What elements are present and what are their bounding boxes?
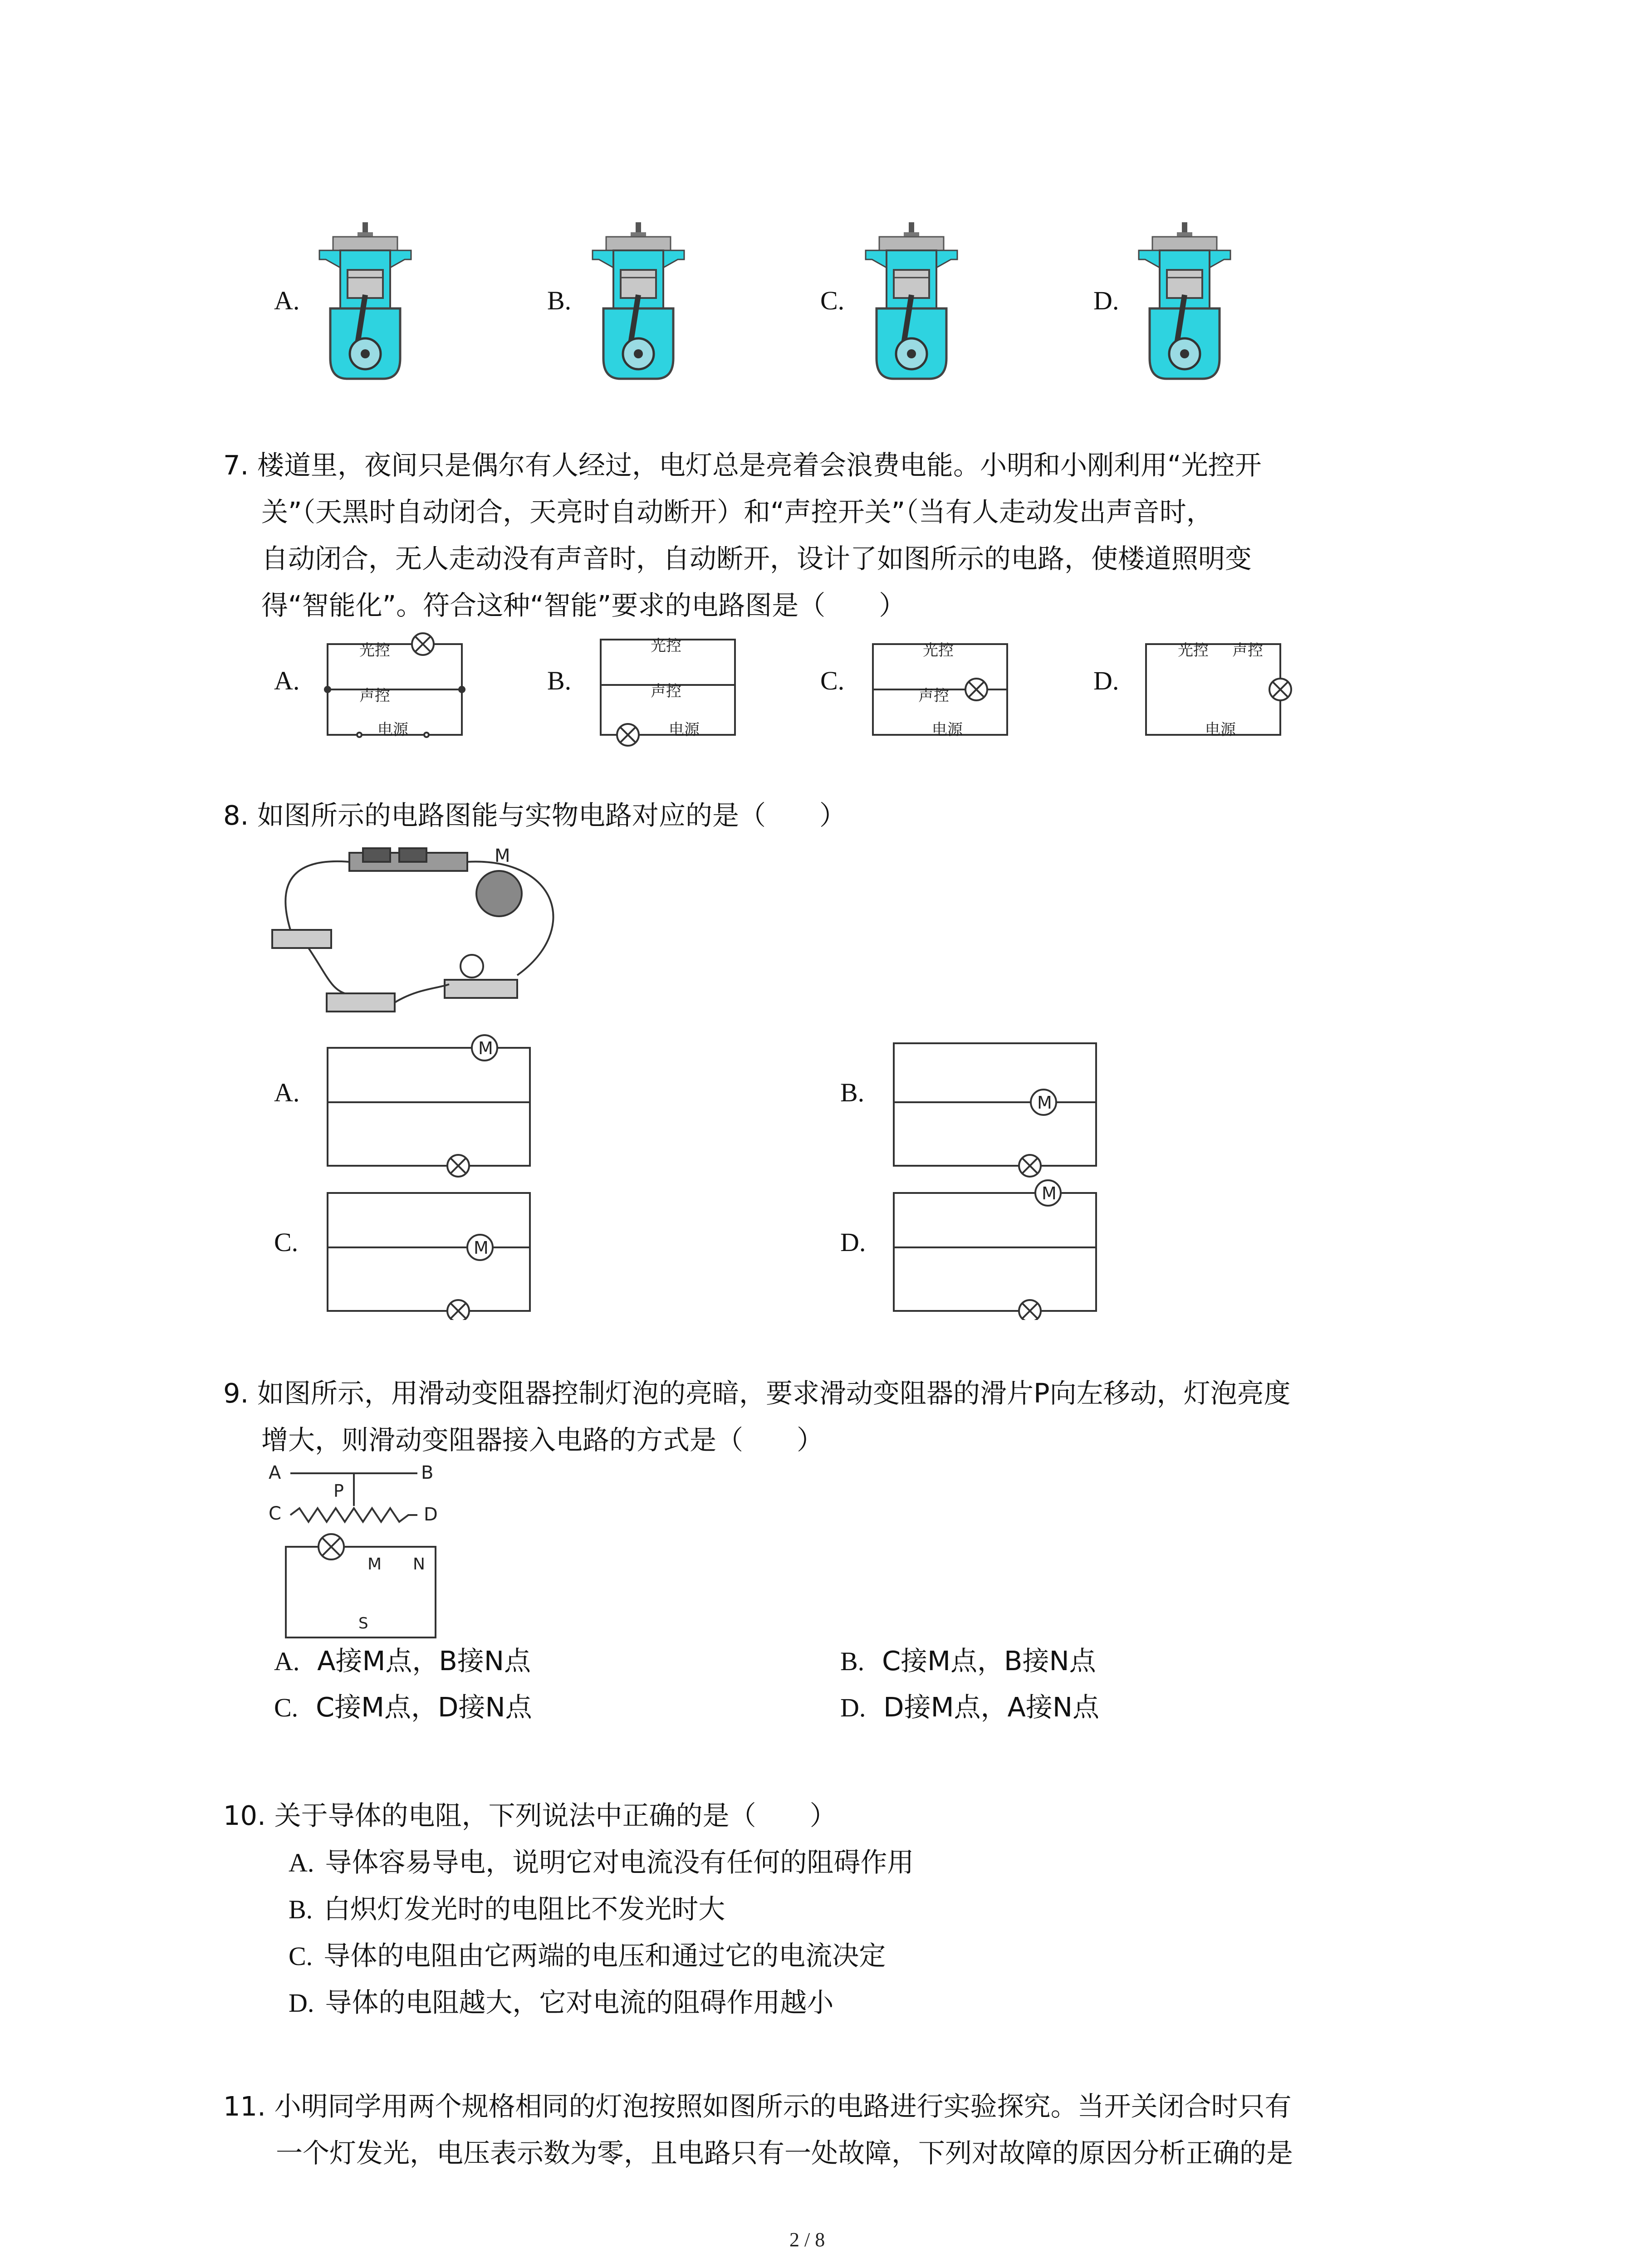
svg-text:M: M	[1042, 1183, 1057, 1203]
q6-engine-figures	[0, 0, 1641, 408]
q7-circuit-b	[601, 637, 735, 746]
q7-option-a-label: A.	[274, 666, 300, 695]
q10-choice-c: C. 导体的电阻由它两端的电压和通过它的电流决定	[289, 1940, 886, 1971]
svg-text:声控: 声控	[918, 687, 949, 705]
svg-text:光控: 光控	[1178, 641, 1209, 660]
svg-text:D: D	[424, 1504, 438, 1525]
q7-circuit-diagrams	[0, 631, 1641, 748]
q9-choice-a: A. A接M点，B接N点	[274, 1645, 531, 1677]
q7-option-d-label: D.	[1093, 666, 1119, 695]
q7-line-3: 自动闭合，无人走动没有声音时，自动断开，设计了如图所示的电路，使楼道照明变	[261, 543, 1252, 574]
q8-option-a-label: A.	[274, 1078, 300, 1107]
svg-text:B: B	[421, 1462, 434, 1483]
q9-rheostat-circuit	[263, 1461, 472, 1642]
q10-line: 10. 关于导体的电阻，下列说法中正确的是（ ）	[223, 1800, 837, 1831]
svg-text:M: M	[478, 1038, 493, 1058]
q8-circuit-b	[894, 1043, 1096, 1177]
q7-circuit-a	[325, 633, 465, 739]
svg-text:声控: 声控	[359, 687, 390, 705]
svg-text:电源: 电源	[1205, 721, 1236, 739]
q7-option-c-label: C.	[820, 666, 845, 695]
q11-line-1: 11. 小明同学用两个规格相同的灯泡按照如图所示的电路进行实验探究。当开关闭合时只有	[223, 2091, 1292, 2122]
svg-text:M: M	[1037, 1093, 1052, 1113]
svg-text:S: S	[358, 1614, 368, 1633]
q8-physical-circuit	[263, 839, 608, 1030]
q10-choice-d: D. 导体的电阻越大，它对电流的阻碍作用越小	[289, 1987, 834, 2018]
svg-text:M: M	[474, 1238, 489, 1258]
q10-choice-b: B. 白炽灯发光时的电阻比不发光时大	[289, 1893, 725, 1925]
q7-circuit-d	[1146, 641, 1291, 739]
q7-line-2: 关”（天黑时自动闭合，天亮时自动断开）和“声控开关”（当有人走动发出声音时，	[261, 496, 1213, 528]
svg-text:光控: 光控	[923, 641, 954, 660]
svg-text:电源: 电源	[669, 721, 700, 739]
q8-circuit-c	[328, 1193, 530, 1320]
svg-text:M: M	[367, 1555, 382, 1574]
svg-text:C: C	[269, 1503, 281, 1524]
svg-text:电源: 电源	[932, 721, 963, 739]
q7-line-1: 7. 楼道里，夜间只是偶尔有人经过，电灯总是亮着会浪费电能。小明和小刚利用“光控开	[223, 450, 1262, 481]
q8-circuit-diagrams	[0, 1030, 1641, 1320]
q6-option-d-label: D.	[1093, 286, 1119, 315]
svg-text:光控: 光控	[359, 641, 390, 660]
svg-text:M: M	[495, 846, 510, 866]
svg-text:声控: 声控	[1232, 641, 1263, 660]
q9-choice-b: B. C接M点，B接N点	[840, 1645, 1096, 1677]
q9-line-1: 9. 如图所示，用滑动变阻器控制灯泡的亮暗，要求滑动变阻器的滑片P向左移动，灯泡亮度	[223, 1378, 1291, 1409]
q6-option-c-label: C.	[820, 286, 845, 315]
q8-circuit-d	[894, 1180, 1096, 1320]
svg-text:A: A	[269, 1462, 281, 1483]
q7-line-4: 得“智能化”。符合这种“智能”要求的电路图是（ ）	[261, 590, 906, 621]
svg-text:光控: 光控	[651, 637, 681, 655]
svg-text:电源: 电源	[377, 721, 408, 739]
q8-option-c-label: C.	[274, 1227, 299, 1257]
q8-line: 8. 如图所示的电路图能与实物电路对应的是（ ）	[223, 800, 847, 831]
svg-text:P: P	[333, 1481, 344, 1501]
q6-option-b-label: B.	[547, 286, 572, 315]
q9-choice-c: C. C接M点，D接N点	[274, 1691, 532, 1723]
q7-circuit-c	[873, 641, 1007, 739]
svg-text:N: N	[413, 1555, 425, 1574]
q9-choice-d: D. D接M点，A接N点	[840, 1691, 1099, 1723]
q9-line-2: 增大，则滑动变阻器接入电路的方式是（ ）	[261, 1424, 824, 1456]
q7-option-b-label: B.	[547, 666, 572, 695]
q6-option-a-label: A.	[274, 286, 300, 315]
page-number: 2 / 8	[789, 2229, 825, 2251]
q8-circuit-a	[328, 1035, 530, 1177]
q10-choice-a: A. 导体容易导电，说明它对电流没有任何的阻碍作用	[289, 1847, 914, 1878]
svg-text:声控: 声控	[651, 682, 681, 700]
q8-option-d-label: D.	[840, 1227, 866, 1257]
q11-line-2: 一个灯发光，电压表示数为零，且电路只有一处故障，下列对故障的原因分析正确的是	[276, 2137, 1293, 2169]
q8-option-b-label: B.	[840, 1078, 865, 1107]
